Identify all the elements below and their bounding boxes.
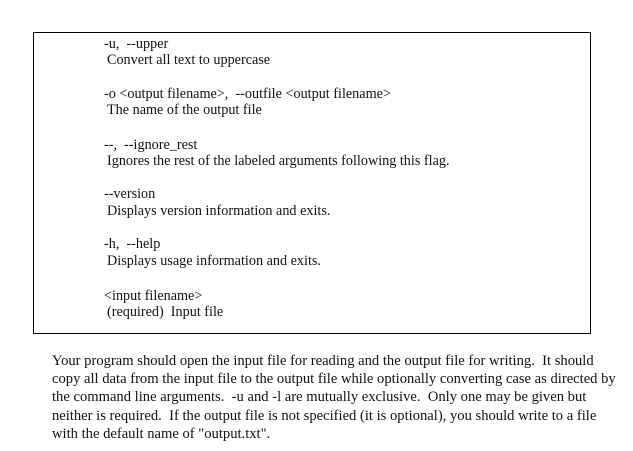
paragraph-line: neither is required. If the output file is not specified (it is optional), you should write to a file <box>52 407 597 424</box>
paragraph-line: the command line arguments. -u and -l are mutually exclusive. Only one may be given but <box>52 389 587 406</box>
option-desc-version: Displays version information and exits. <box>107 203 331 219</box>
paragraph-line: with the default name of "output.txt". <box>52 425 271 442</box>
command-options-box <box>33 32 591 334</box>
option-desc-help: Displays usage information and exits. <box>107 253 321 269</box>
option-flag-input-filename: <input filename> <box>104 288 203 304</box>
option-flag-outfile: -o <output filename>, --outfile <output filename> <box>104 86 391 102</box>
paragraph-line: Your program should open the input file for reading and the output file for writing. It should <box>52 353 594 369</box>
option-desc-outfile: The name of the output file <box>107 102 262 118</box>
option-flag-version: --version <box>104 186 156 202</box>
option-flag-ignore-rest: --, --ignore_rest <box>104 137 198 153</box>
option-flag-help: -h, --help <box>104 236 161 252</box>
option-desc-upper: Convert all text to uppercase <box>107 52 271 68</box>
program-description-paragraph <box>52 352 622 443</box>
option-desc-input-filename: (required) Input file <box>107 304 224 320</box>
option-desc-ignore-rest: Ignores the rest of the labeled arguments following this flag. <box>107 153 450 169</box>
option-flag-upper: -u, --upper <box>104 36 169 52</box>
paragraph-line: copy all data from the input file to the output file while optionally converting case as directed by <box>52 371 616 388</box>
